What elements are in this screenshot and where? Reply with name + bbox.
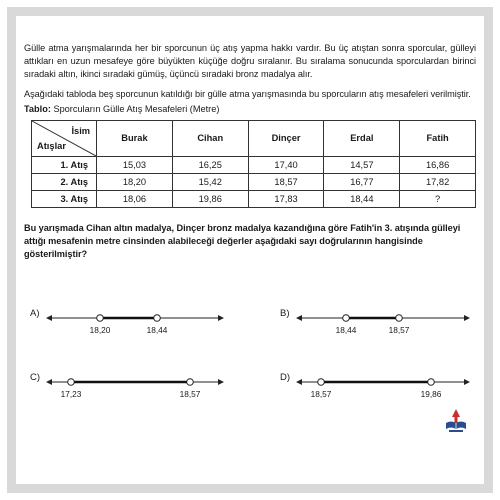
endpoint-label-left: 17,23 [60,389,82,399]
table-cell: 14,57 [324,156,400,173]
table-row [32,173,476,190]
table-cell: 18,20 [97,173,173,190]
open-endpoint [428,379,435,386]
table-cell: 17,83 [248,190,324,207]
open-endpoint [187,379,194,386]
endpoint-label-left: 18,44 [335,325,357,335]
open-endpoint [396,315,403,322]
column-header: Cihan [172,120,248,156]
table-cell: 18,57 [248,173,324,190]
option-letter: B) [280,308,290,319]
corner-label-throws: Atışlar [37,140,66,151]
table-cell: 17,82 [400,173,476,190]
table-cell: 19,86 [172,190,248,207]
table-cell: 16,77 [324,173,400,190]
corner-label-name: İsim [71,125,91,136]
option-letter: D) [280,372,291,383]
option-letter: C) [30,372,41,383]
table-cell: 15,42 [172,173,248,190]
table-cell: ? [400,190,476,207]
table-cell: 16,86 [400,156,476,173]
publisher-logo-icon [443,408,469,434]
open-endpoint [68,379,75,386]
open-endpoint [343,315,350,322]
endpoint-label-left: 18,57 [310,389,332,399]
option-b[interactable] [280,308,480,348]
table-row [32,156,476,173]
open-endpoint [97,315,104,322]
intro-paragraph: Gülle atma yarışmalarında her bir sporcunun üç atış yapma hakkı vardır. Bu üç atıştan sonra sporcular, gülleyi attıkları en uzun mesafeye göre büyükten küçüğe doğru sıralanır. Bu sıralama sonucunda sporculardan birinci sıradaki altın, ikinci sıradaki gümüş, üçüncü sıradaki bronz madalya alır. [24,43,476,80]
distance-table [31,120,476,208]
column-header: Dinçer [248,120,324,156]
row-header: 2. Atış [32,173,97,190]
column-header: Burak [97,120,173,156]
question-content [24,42,476,261]
table-header-row [32,120,476,156]
table-cell: 16,25 [172,156,248,173]
table-cell: 18,44 [324,190,400,207]
option-d[interactable] [280,372,480,412]
table-row [32,190,476,207]
endpoint-label-right: 18,44 [146,325,168,335]
option-c[interactable] [30,372,230,412]
endpoint-label-left: 18,20 [89,325,111,335]
table-cell: 17,40 [248,156,324,173]
table-title-label: Tablo: [24,103,51,114]
question-text: Bu yarışmada Cihan altın madalya, Dinçer bronz madalya kazandığına göre Fatih'in 3. atışında gülleyi attığı mesafenin metre cinsinden alabileceği değerler aşağıdaki sayı doğrularının hangisinde gösterilmiştir? [24,222,461,260]
table-cell: 18,06 [97,190,173,207]
row-header: 3. Atış [32,190,97,207]
row-header: 1. Atış [32,156,97,173]
number-line [30,308,230,348]
table-title [24,104,476,114]
option-letter: A) [30,308,40,319]
option-a[interactable] [30,308,230,348]
table-cell: 15,03 [97,156,173,173]
table-corner-cell [32,120,97,156]
endpoint-label-right: 19,86 [420,389,442,399]
column-header: Fatih [400,120,476,156]
open-endpoint [318,379,325,386]
number-line [280,308,480,348]
table-title-text: Sporcuların Gülle Atış Mesafeleri (Metre) [50,103,220,114]
column-header: Erdal [324,120,400,156]
open-endpoint [154,315,161,322]
table-intro-paragraph: Aşağıdaki tabloda beş sporcunun katıldığı bir gülle atma yarışmasında bu sporcuların atış mesafeleri verilmiştir. [24,88,471,99]
endpoint-label-right: 18,57 [388,325,410,335]
endpoint-label-right: 18,57 [179,389,201,399]
